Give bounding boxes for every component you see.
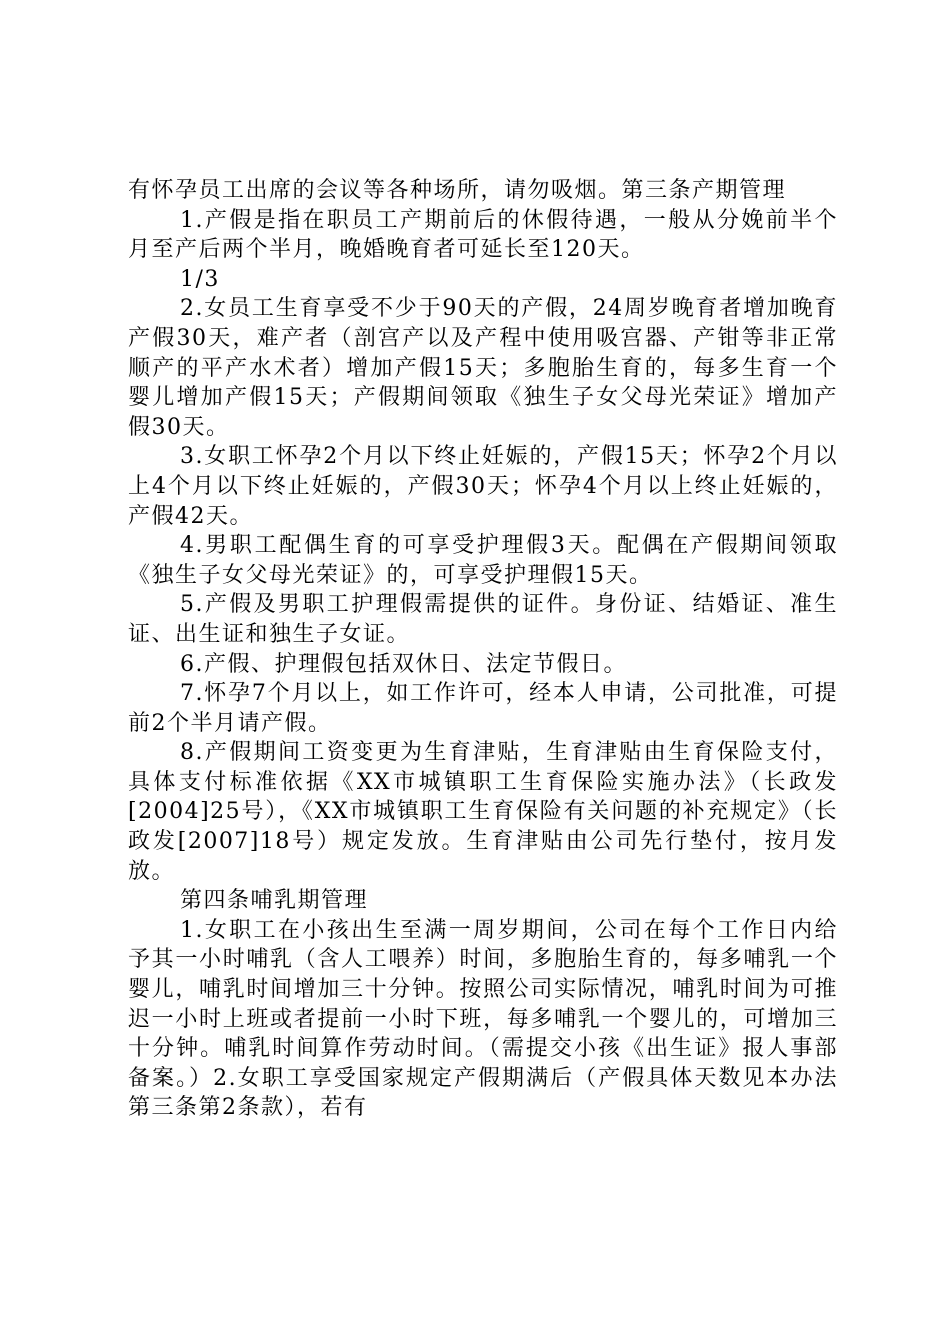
section-heading-nursing-period: 第四条哺乳期管理 — [180, 888, 369, 914]
paragraph-required-documents: 5.产假及男职工护理假需提供的证件。身份证、结婚证、准生证、出生证和独生子女证。 — [128, 592, 838, 647]
paragraph-early-leave: 7.怀孕7个月以上，如工作许可，经本人申请，公司批准，可提前2个半月请产假。 — [128, 681, 838, 736]
paragraph-pregnancy-termination: 3.女职工怀孕2个月以下终止妊娠的，产假15天；怀孕2个月以上4个月以下终止妊娠的，产假30天；怀孕4个月以上终止妊娠的，产假42天。 — [128, 444, 838, 529]
paragraph-holidays-included: 6.产假、护理假包括双休日、法定节假日。 — [180, 651, 627, 677]
page-number: 1/3 — [180, 266, 220, 292]
paragraph-paternity-leave: 4.男职工配偶生育的可享受护理假3天。配偶在产假期间领取《独生子女父母光荣证》的，可享受护理假15天。 — [128, 533, 838, 588]
paragraph-nursing-time: 1.女职工在小孩出生至满一周岁期间，公司在每个工作日内给予其一小时哺乳（含人工喂养）时间，多胞胎生育的，每多哺乳一个婴儿，哺乳时间增加三十分钟。按照公司实际情况，哺乳时间为可推迟一小时上班或者提前一小时下班，每多哺乳一个婴儿的，可增加三十分钟。哺乳时间算作劳动时间。（需提交小孩《出生证》报人事部备案。）2.女职工享受国家规定产假期满后（产假具体天数见本办法第三条第2条款），若有 — [128, 917, 838, 1121]
paragraph-maternity-allowance: 8.产假期间工资变更为生育津贴，生育津贴由生育保险支付，具体支付标准依据《XX市城镇职工生育保险实施办法》（长政发[2004]25号），《XX市城镇职工生育保险有关问题的补充规定》（长政发[2007]18号）规定发放。生育津贴由公司先行垫付，按月发放。 — [128, 740, 838, 884]
document-page — [128, 176, 838, 1123]
paragraph-maternity-leave-definition: 1.产假是指在职员工产期前后的休假待遇，一般从分娩前半个月至产后两个半月，晚婚晚育者可延长至120天。 — [128, 207, 838, 263]
paragraph-maternity-leave-days: 2.女员工生育享受不少于90天的产假，24周岁晚育者增加晚育产假30天，难产者（剖宫产以及产程中使用吸宫器、产钳等非正常顺产的平产水术者）增加产假15天；多胞胎生育的，每多生育一个婴儿增加产假15天；产假期间领取《独生子女父母光荣证》增加产假30天。 — [128, 296, 838, 440]
paragraph-continuation: 有怀孕员工出席的会议等各种场所，请勿吸烟。第三条产期管理 — [128, 178, 787, 203]
